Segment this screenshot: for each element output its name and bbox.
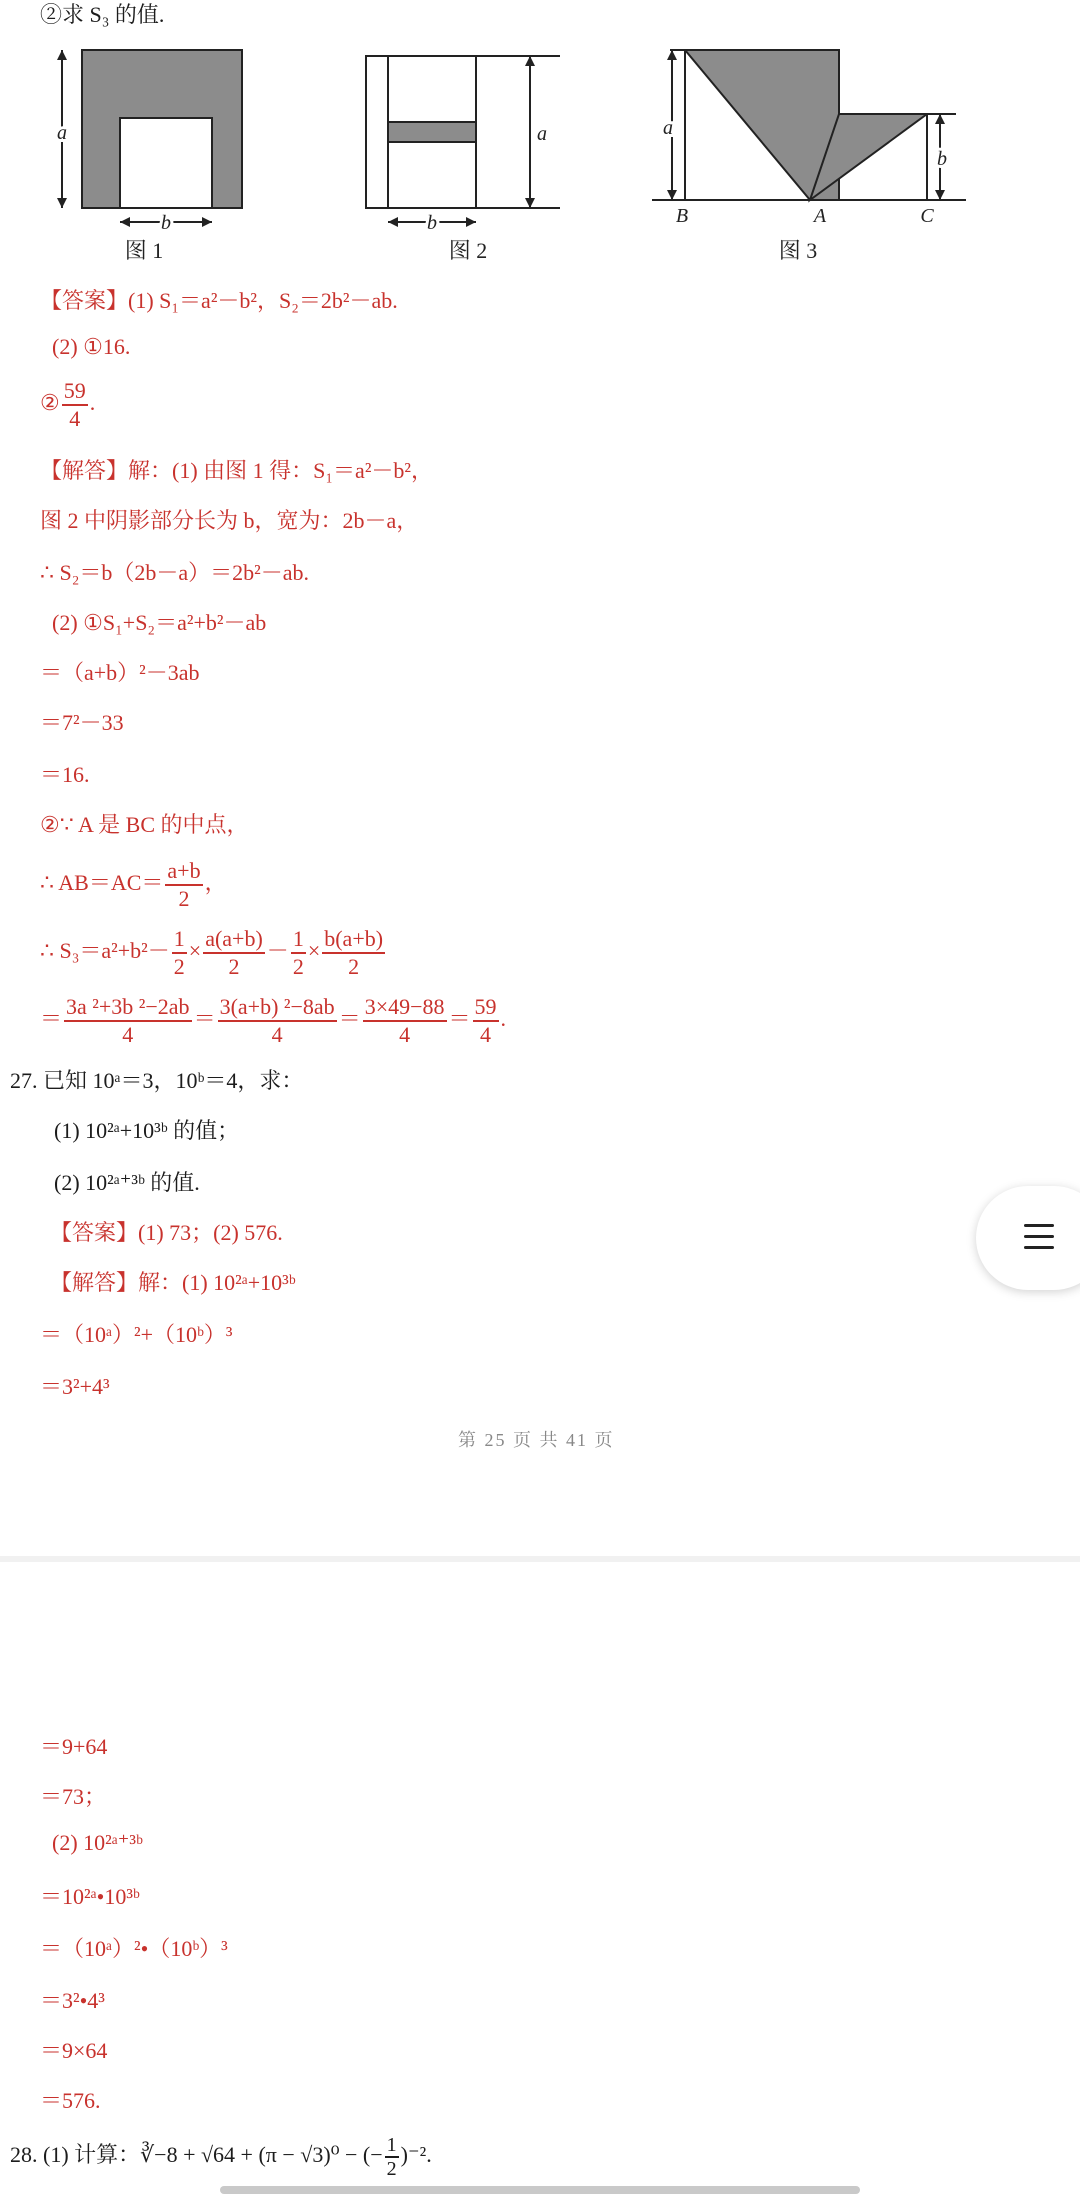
question-27-part-1: (1) 10²ᵃ+10³ᵇ 的值； xyxy=(54,1118,240,1143)
scroll-indicator[interactable] xyxy=(220,2186,860,2194)
solution-27-line-9: ＝3²•4³ xyxy=(40,1988,105,2013)
solution-26-line-4: (2) ①S₁+S₂＝a²+b²－ab xyxy=(52,610,267,635)
answer-26-line-2: (2) ①16. xyxy=(52,334,131,359)
fig1-label-a: a xyxy=(57,122,67,144)
solution-27-line-3: ＝3²+4³ xyxy=(40,1374,110,1399)
hamburger-menu-icon[interactable] xyxy=(1024,1224,1054,1257)
figure-3 xyxy=(652,50,966,263)
solution-26-line-6: ＝7²－33 xyxy=(40,710,124,735)
question-part-label: ②求 S₃ 的值. xyxy=(40,2,165,27)
solution-27-line-11: ＝576. xyxy=(40,2088,101,2113)
solution-27-line-6: (2) 10²ᵃ⁺³ᵇ xyxy=(52,1830,143,1855)
page-separator xyxy=(0,1556,1080,1562)
fig3-label-b: b xyxy=(937,148,947,170)
answer-26-line-3: ② $\frac{59}{4}$ . xyxy=(40,378,96,431)
solution-26-line-7: ＝16. xyxy=(40,762,90,787)
page-number-footer: 第 25 页 共 41 页 xyxy=(458,1430,615,1450)
solution-26-line-3: ∴ S₂＝b（2b－a）＝2b²－ab. xyxy=(40,560,310,585)
fig2-label-b: b xyxy=(427,212,437,234)
question-27-part-2: (2) 10²ᵃ⁺³ᵇ 的值. xyxy=(54,1170,200,1195)
figure-1 xyxy=(57,50,242,263)
fig3-label-a: a xyxy=(663,117,673,139)
fig1-label-b: b xyxy=(161,212,171,234)
solution-26-line-1: 【解答】解：(1) 由图 1 得：S₁＝a²－b²， xyxy=(40,458,434,483)
solution-26-line-11: ＝ $\frac{\text{3a ²+3b ²−2ab}}{4}$ ＝ $\frac{\text{3(a+b) ²−8ab}}{4}$ ＝ $\frac{3\times 49-88}{4}$ ＝ $\frac{59}{4}$ . xyxy=(40,994,507,1047)
fig3-label-C: C xyxy=(920,205,934,227)
fig2-caption: 图 2 xyxy=(448,238,488,263)
solution-27-line-5: ＝73； xyxy=(40,1784,107,1809)
solution-27-line-7: ＝10²ᵃ•10³ᵇ xyxy=(40,1884,140,1909)
solution-26-line-2: 图 2 中阴影部分长为 b，宽为：2b－a， xyxy=(40,508,419,533)
question-28: 28. (1) 计算：∛−8 + √64 + (π − √3)⁰ − (− $\frac{1}{2}$ )⁻². xyxy=(10,2134,432,2180)
fig2-label-a: a xyxy=(537,123,547,145)
question-27-stem: 27. 已知 10ᵃ＝3，10ᵇ＝4，求： xyxy=(10,1068,304,1093)
answer-26-line-1: 【答案】(1) S₁＝a²－b²，S₂＝2b²－ab. xyxy=(40,288,398,313)
solution-27-line-8: ＝（10ᵃ）²•（10ᵇ）³ xyxy=(40,1936,228,1961)
solution-27-line-4: ＝9+64 xyxy=(40,1734,108,1759)
fig3-label-B: B xyxy=(675,205,689,227)
solution-26-line-10: ∴ S₃＝a²+b²－ $\frac{1}{2}$ × $\frac{a(a+b)}{2}$ － $\frac{1}{2}$ × $\frac{b(a+b)}{2}$ xyxy=(40,926,384,979)
figure-2 xyxy=(366,56,560,263)
fig1-caption: 图 1 xyxy=(124,238,164,263)
geometry-figures xyxy=(40,38,980,270)
solution-26-line-5: ＝（a+b）²－3ab xyxy=(40,660,200,685)
answer-27: 【答案】(1) 73；(2) 576. xyxy=(50,1220,283,1245)
solution-27-line-1: 【解答】解：(1) 10²ᵃ+10³ᵇ xyxy=(50,1270,296,1295)
solution-26-line-8: ②∵ A 是 BC 的中点， xyxy=(40,812,249,837)
solution-26-line-9: ∴ AB＝AC＝ $\frac{a+b}{2}$ ， xyxy=(40,858,227,911)
fig3-caption: 图 3 xyxy=(778,238,818,263)
fig3-label-A: A xyxy=(813,205,827,227)
floating-menu-button[interactable] xyxy=(976,1186,1080,1290)
solution-27-line-10: ＝9×64 xyxy=(40,2038,108,2063)
solution-27-line-2: ＝（10ᵃ）²+（10ᵇ）³ xyxy=(40,1322,233,1347)
